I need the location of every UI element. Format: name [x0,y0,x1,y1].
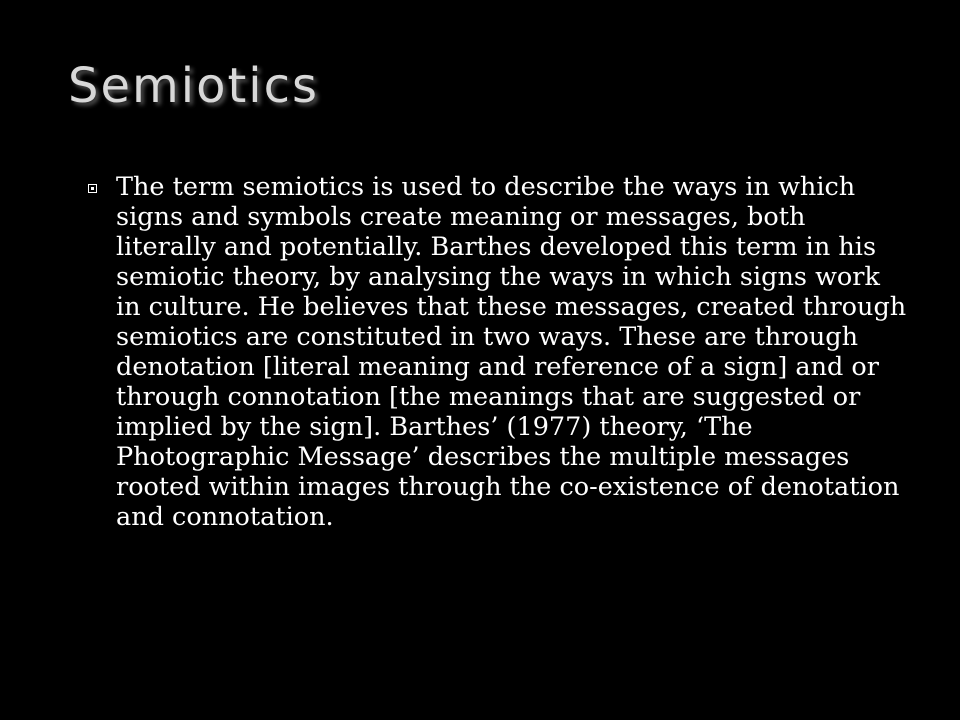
bullet-item [88,172,908,532]
bullet-text: The term semiotics is used to describe the ways in which signs and symbols create meaning or messages, both literally and potentially. Barthes developed this term in his semiotic theory, by analysing the ways in which signs work in culture. He believes that these messages, created through semiotics are constituted in two ways. These are through denotation [literal meaning and reference of a sign] and or through connotation [the meanings that are suggested or implied by the sign]. Barthes’ (1977) theory, ‘The Photographic Message’ describes the multiple messages rooted within images through the co-existence of denotation and connotation. [116,172,907,532]
slide-title: Semiotics [68,58,320,114]
square-bullet-icon [88,184,97,193]
